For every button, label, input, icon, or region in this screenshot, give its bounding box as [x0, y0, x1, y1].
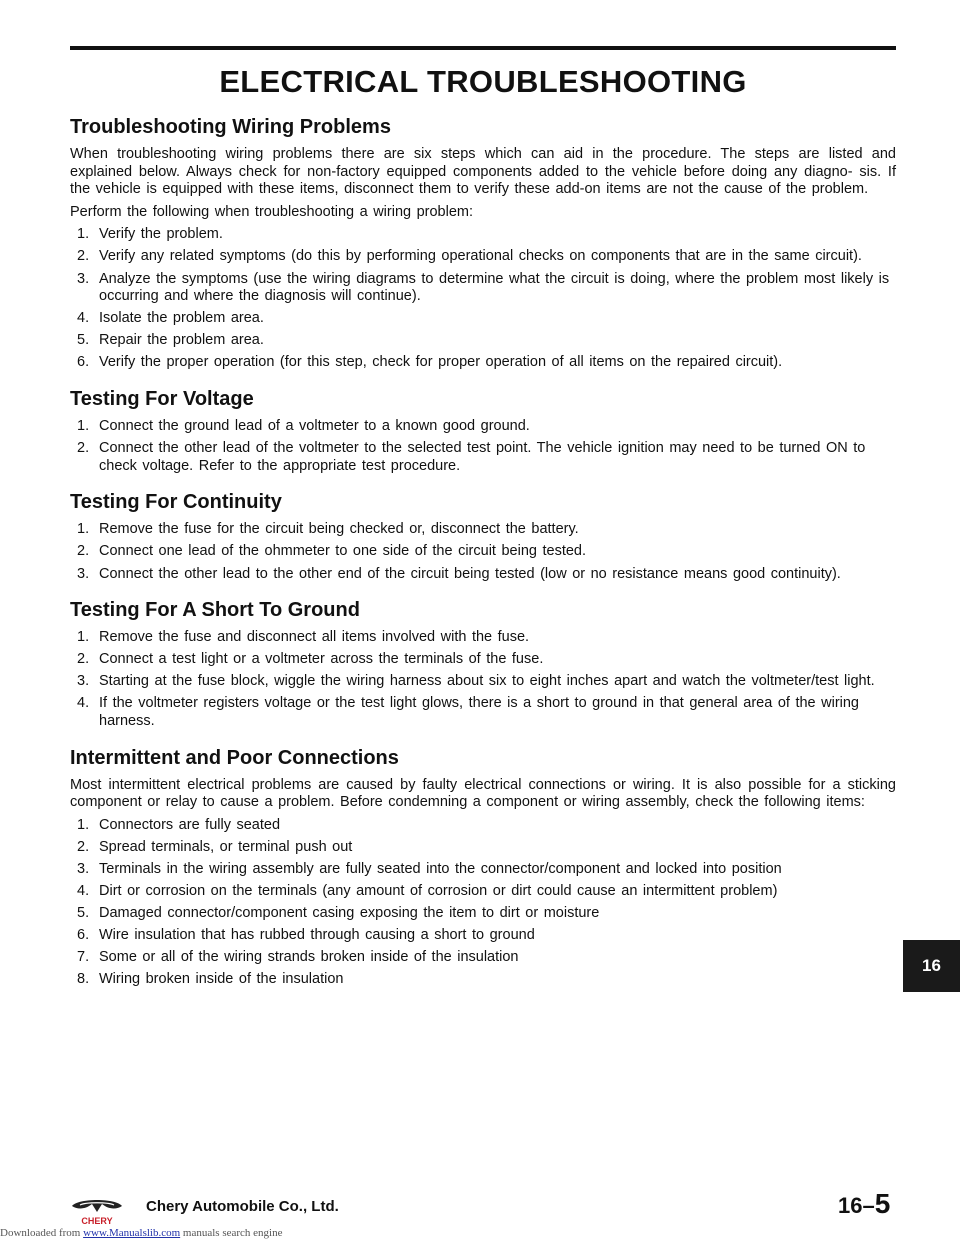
- section-heading: Testing For Continuity: [70, 491, 282, 514]
- section-heading: Testing For A Short To Ground: [70, 599, 360, 622]
- list-item: 2. Verify any related symptoms (do this by performing operational checks on components that are in the same circuit).: [77, 248, 862, 265]
- list-item: 2. Connect the other lead of the voltmeter to the selected test point. The vehicle ignition may need to be turned ON to check voltage. Refer to the appropriate test procedure.: [77, 440, 866, 474]
- list-item: 4. If the voltmeter registers voltage or the test light glows, there is a short to ground in that general area of the wiring harness.: [77, 695, 859, 729]
- download-notice: Downloaded from www.Manualslib.com manuals search engine: [0, 1227, 283, 1239]
- list-item: 2. Connect one lead of the ohmmeter to one side of the circuit being tested.: [77, 543, 587, 560]
- step-list: [70, 629, 896, 730]
- section-heading: Testing For Voltage: [70, 388, 254, 411]
- section-intermittent-connections: [70, 745, 896, 989]
- section-heading: Intermittent and Poor Connections: [70, 746, 399, 769]
- logo-text: CHERY: [81, 1216, 113, 1226]
- list-item: 1. Verify the problem.: [77, 226, 223, 243]
- section-wiring-problems: [70, 114, 896, 372]
- list-item: 5. Repair the problem area.: [77, 332, 264, 349]
- step-list: [70, 418, 896, 475]
- section-testing-voltage: [70, 386, 896, 475]
- paragraph: When troubleshooting wiring problems there are six steps which can aid in the procedure. The steps are listed and explained below. Always check for non-factory equipped components added to the vehicle before doing any diagno- sis. If the vehicle is equipped with these items, disconnect them to verify these add-on items are not the cause of the problem.: [70, 146, 896, 198]
- main-content: [70, 114, 896, 1003]
- manualslib-link[interactable]: www.Manualslib.com: [83, 1227, 181, 1239]
- list-item: 2. Connect a test light or a voltmeter across the terminals of the fuse.: [77, 651, 544, 668]
- page-number: 16–5: [838, 1188, 891, 1219]
- list-item: 6. Verify the proper operation (for this step, check for proper operation of all items on the repaired circuit).: [77, 354, 783, 371]
- paragraph: Perform the following when troubleshooting a wiring problem:: [70, 203, 474, 220]
- list-item: 1. Remove the fuse for the circuit being checked or, disconnect the battery.: [77, 521, 579, 538]
- section-testing-continuity: [70, 489, 896, 583]
- section-short-to-ground: [70, 597, 896, 730]
- list-item: 1. Remove the fuse and disconnect all items involved with the fuse.: [77, 629, 530, 646]
- step-list: [70, 521, 896, 583]
- section-heading: Troubleshooting Wiring Problems: [70, 116, 391, 138]
- list-item: 3. Analyze the symptoms (use the wiring diagrams to determine what the circuit is doing, where the problem most likely is occurring and where the diagnosis will continue).: [77, 270, 890, 305]
- chapter-tab: 16: [903, 940, 960, 992]
- list-item: 4. Dirt or corrosion on the terminals (any amount of corrosion or dirt could cause an intermittent problem): [77, 883, 778, 900]
- footer-company: Chery Automobile Co., Ltd.: [146, 1198, 339, 1215]
- list-item: 1. Connect the ground lead of a voltmeter to a known good ground.: [77, 418, 530, 435]
- header-rule: [70, 46, 896, 50]
- paragraph: Most intermittent electrical problems are caused by faulty electrical connections or wiring. It is also possible for a sticking component or relay to cause a problem. Before condemning a component or wiring assembly, check the following items:: [70, 776, 896, 811]
- list-item: 7. Some or all of the wiring strands broken inside of the insulation: [77, 949, 519, 966]
- list-item: 2. Spread terminals, or terminal push out: [77, 838, 353, 855]
- page-title: ELECTRICAL TROUBLESHOOTING: [219, 64, 747, 99]
- list-item: 3. Terminals in the wiring assembly are fully seated into the connector/component and locked into position: [77, 860, 782, 877]
- list-item: 6. Wire insulation that has rubbed through causing a short to ground: [77, 927, 535, 944]
- list-item: 5. Damaged connector/component casing exposing the item to dirt or moisture: [77, 905, 600, 922]
- item-list: [70, 817, 896, 989]
- list-item: 4. Isolate the problem area.: [77, 310, 264, 327]
- list-item: 3. Starting at the fuse block, wiggle the wiring harness about six to eight inches apart and watch the voltmeter/test light.: [77, 673, 875, 690]
- list-item: 3. Connect the other lead to the other end of the circuit being tested (low or no resistance means good continuity).: [77, 565, 841, 582]
- list-item: 1. Connectors are fully seated: [77, 816, 281, 833]
- step-list: [70, 226, 896, 372]
- list-item: 8. Wiring broken inside of the insulation: [77, 971, 344, 988]
- chery-logo-icon: [68, 1196, 126, 1226]
